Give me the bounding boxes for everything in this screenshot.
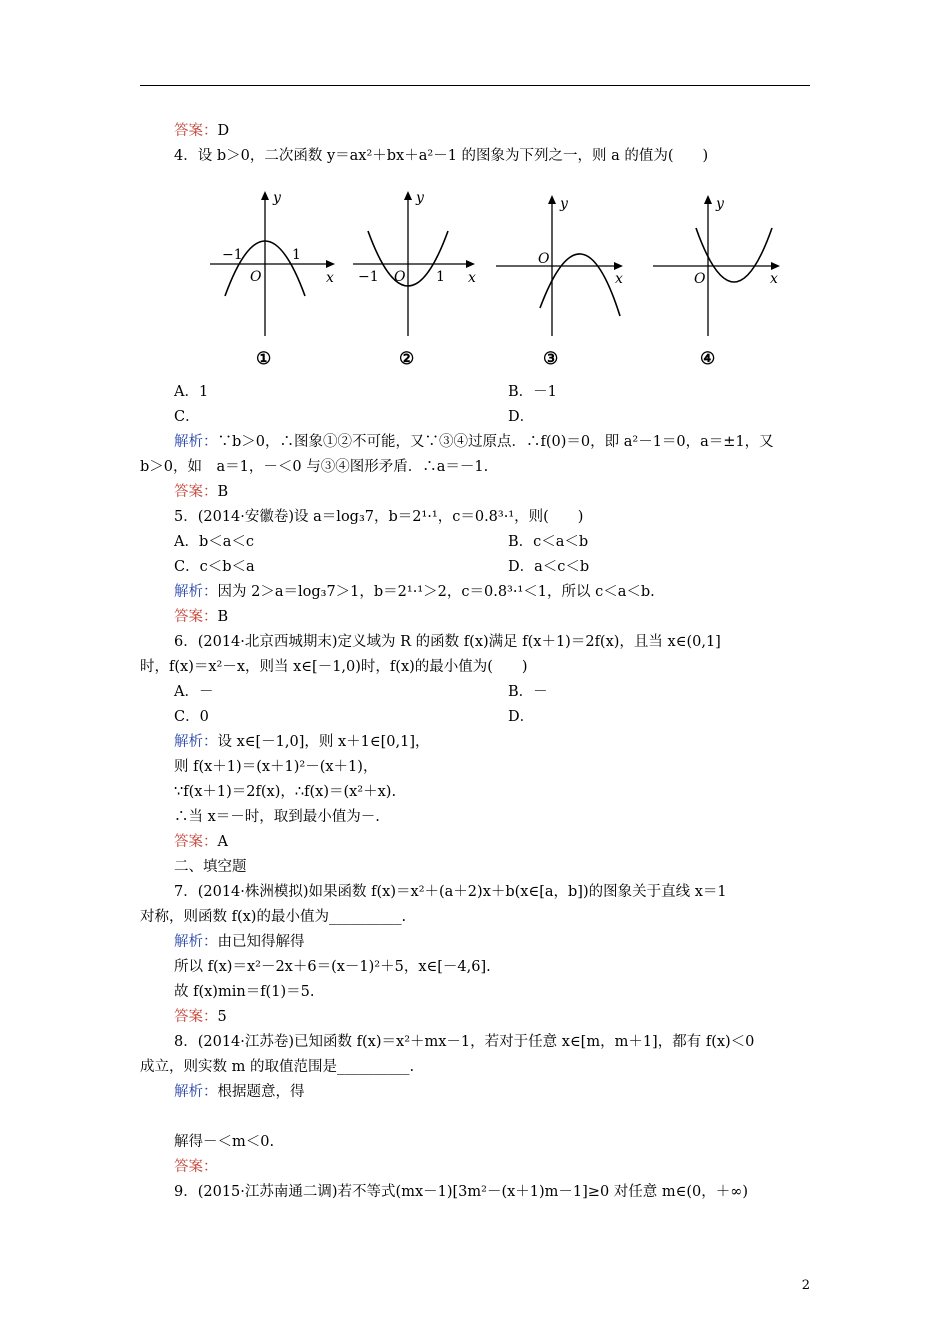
- q4-answer: 答案：B: [174, 484, 229, 500]
- q6-analysis-3: ∵f(x＋1)＝2f(x)，∴f(x)＝(x²＋x).: [174, 784, 397, 800]
- graph-4-caption: ④: [700, 349, 716, 369]
- q9-stem-1: 9．(2015·江苏南通二调)若不等式(mx－1)[3m²－(x＋1)m－1]≥0 对任意 m∈(0，＋∞): [174, 1184, 749, 1200]
- graph-1-x-label: x: [326, 270, 334, 286]
- graph-2-origin: O: [394, 269, 406, 285]
- graph-2-y-label: y: [416, 190, 424, 206]
- q5-option-a: A．b＜a＜c: [174, 534, 255, 550]
- q5-option-c: C．c＜b＜a: [174, 559, 255, 575]
- q6-option-d: D．: [508, 709, 535, 725]
- q8-stem-2: 成立，则实数 m 的取值范围是__________.: [140, 1059, 415, 1075]
- q4-stem: 4．设 b＞0，二次函数 y＝ax²＋bx＋a²－1 的图象为下列之一，则 a 的值为( ): [174, 148, 709, 164]
- graph-4-x-label: x: [770, 271, 778, 287]
- section-2-title: 二、填空题: [174, 859, 247, 875]
- q6-stem-2: 时，f(x)＝x²－x，则当 x∈[－1,0)时，f(x)的最小值为( ): [140, 659, 528, 675]
- graph-1-neg1: −1: [222, 247, 243, 263]
- q6-option-c: C．0: [174, 709, 209, 725]
- q3-answer: 答案：D: [174, 123, 230, 139]
- graph-2-x-label: x: [468, 270, 476, 286]
- graph-1-caption: ①: [256, 349, 272, 369]
- graph-1-origin: O: [250, 269, 262, 285]
- page-number: 2: [801, 1278, 810, 1293]
- q5-analysis: 解析：因为 2＞a＝log₃7＞1，b＝2¹·¹＞2，c＝0.8³·¹＜1，所以 c＜a＜b.: [174, 584, 655, 600]
- graph-3-caption: ③: [543, 349, 559, 369]
- graph-2-pos1: 1: [436, 269, 445, 285]
- graph-3-x-label: x: [615, 271, 623, 287]
- q6-analysis-4: ∴当 x＝－时，取到最小值为－.: [174, 809, 380, 825]
- q5-option-d: D．a＜c＜b: [508, 559, 590, 575]
- q8-stem-1: 8．(2014·江苏卷)已知函数 f(x)＝x²＋mx－1，若对于任意 x∈[m，m＋1]，都有 f(x)＜0: [174, 1034, 755, 1050]
- q5-option-b: B．c＜a＜b: [508, 534, 589, 550]
- q6-answer: 答案：A: [174, 834, 228, 850]
- q4-analysis-1: 解析：∵b＞0，∴图象①②不可能，又∵③④过原点．∴f(0)＝0，即 a²－1＝0，a＝±1，又: [174, 434, 774, 450]
- graph-4-origin: O: [694, 271, 706, 287]
- q4-figures: [200, 186, 800, 375]
- graph-1-pos1: 1: [292, 247, 301, 263]
- graph-3-origin: O: [538, 251, 550, 267]
- graph-1: [210, 190, 335, 369]
- q4-option-c: C．: [174, 409, 200, 425]
- q6-option-b: B．－: [508, 684, 548, 700]
- graph-2-caption: ②: [399, 349, 415, 369]
- q4-option-b: B．－1: [508, 384, 557, 400]
- graph-1-y-label: y: [273, 190, 281, 206]
- q7-stem-2: 对称，则函数 f(x)的最小值为__________.: [140, 909, 407, 925]
- graph-3: [496, 195, 623, 369]
- q4-option-d: D．: [508, 409, 535, 425]
- q5-stem: 5．(2014·安徽卷)设 a＝log₃7，b＝2¹·¹，c＝0.8³·¹，则( ): [174, 509, 584, 525]
- q7-stem-1: 7．(2014·株洲模拟)如果函数 f(x)＝x²＋(a＋2)x＋b(x∈[a，b])的图象关于直线 x＝1: [174, 884, 727, 900]
- q7-answer: 答案：5: [174, 1009, 227, 1025]
- q6-analysis-1: 解析：设 x∈[－1,0]，则 x＋1∈[0,1]，: [174, 734, 430, 750]
- q8-answer: 答案：: [174, 1159, 218, 1175]
- graph-4: [653, 195, 780, 369]
- q6-analysis-2: 则 f(x＋1)＝(x＋1)²－(x＋1)，: [174, 759, 378, 775]
- q8-analysis-1: 解析：根据题意，得: [174, 1084, 305, 1100]
- q7-analysis-2: 所以 f(x)＝x²－2x＋6＝(x－1)²＋5，x∈[－4,6].: [174, 959, 491, 975]
- q6-option-a: A．－: [174, 684, 214, 700]
- header-rule: [140, 85, 810, 86]
- q6-stem-1: 6．(2014·北京西城期末)定义域为 R 的函数 f(x)满足 f(x＋1)＝2f(x)，且当 x∈(0,1]: [174, 634, 721, 650]
- graph-2-neg1: −1: [358, 269, 379, 285]
- q7-analysis-3: 故 f(x)min＝f(1)＝5.: [174, 984, 315, 1000]
- graph-4-y-label: y: [716, 196, 724, 212]
- q4-option-a: A．1: [174, 384, 209, 400]
- q8-analysis-2: 解得－＜m＜0.: [174, 1134, 275, 1150]
- q4-analysis-2: b＞0，如 a＝1，－＜0 与③④图形矛盾．∴a＝－1.: [140, 459, 489, 475]
- q7-analysis-1: 解析：由已知得解得: [174, 934, 305, 950]
- graph-3-y-label: y: [560, 196, 568, 212]
- parabola-graphs: [200, 186, 800, 371]
- q5-answer: 答案：B: [174, 609, 229, 625]
- graph-2: [353, 190, 476, 369]
